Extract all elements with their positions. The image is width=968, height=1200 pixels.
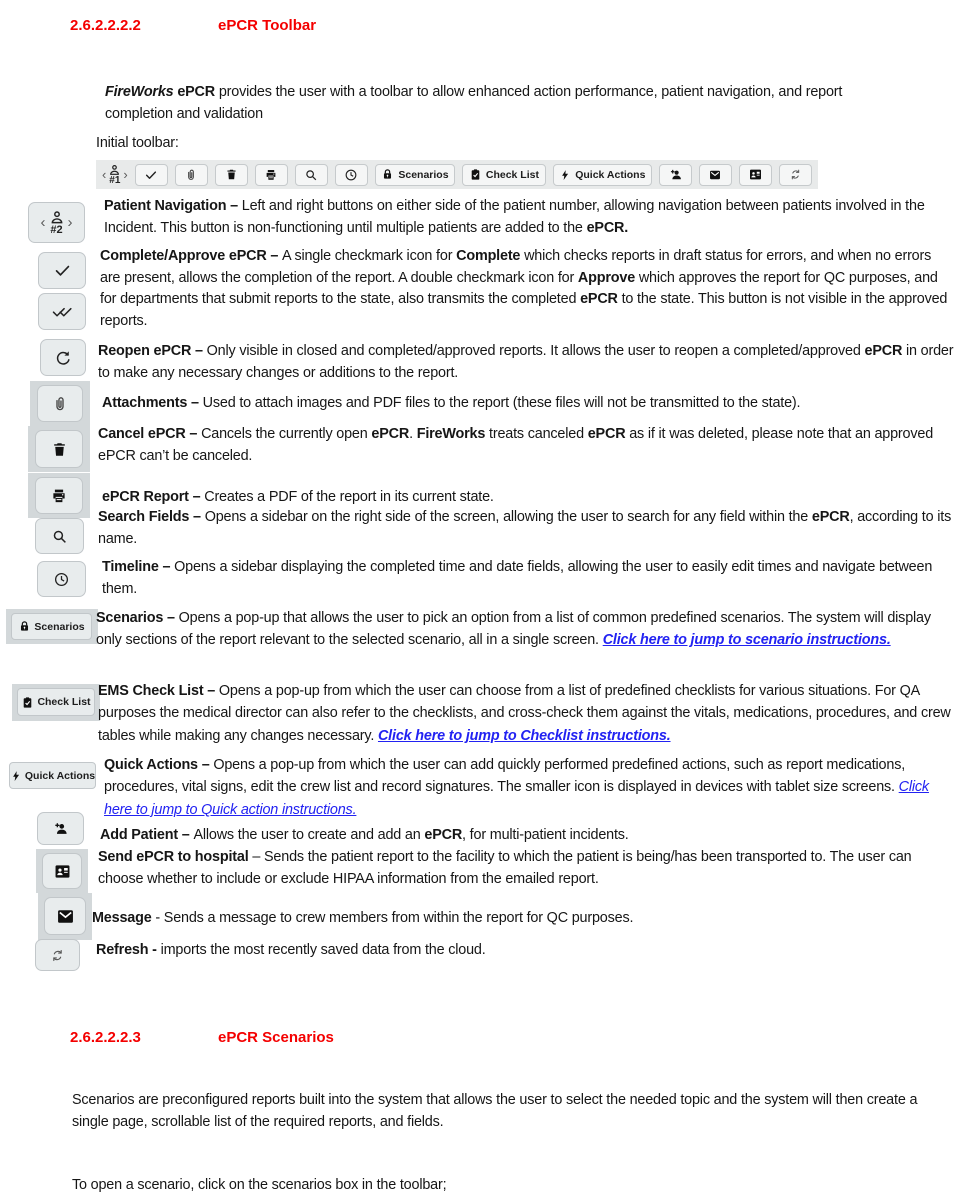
patient-number: #1: [109, 174, 121, 186]
envelope-icon: [708, 168, 722, 182]
jump-link[interactable]: Click here to jump to Checklist instructions.: [377, 727, 671, 744]
printer-icon: [50, 487, 68, 505]
refresh-button: [779, 164, 812, 186]
scenarios-illustration: [11, 613, 92, 640]
complete-button: [135, 164, 168, 186]
lightning-icon: [10, 770, 22, 782]
search-icon: [51, 528, 68, 545]
refresh-text: Refresh - imports the most recently saved data from the cloud.: [96, 942, 486, 958]
quick-actions-button-label: Quick Actions: [575, 168, 646, 181]
trash-icon: [225, 168, 238, 181]
scenarios-illustration-label: Scenarios: [34, 620, 85, 633]
section-number: 2.6.2.2.2.3: [70, 1029, 141, 1046]
toolbar-screenshot: [96, 160, 818, 189]
lock-icon: [18, 620, 31, 633]
contact-card-icon: [748, 167, 763, 182]
send-hospital-text: Send ePCR to hospital – Sends the patient report to the facility to which the patient is being/has been transported to. The user can choose whether to include or exclude HIPAA information from the emailed report.: [98, 849, 912, 887]
message-text: Message - Sends a message to crew members from within the report for QC purposes.: [92, 910, 634, 926]
chevron-right-icon: ›: [123, 167, 128, 182]
scenarios-text: Scenarios – Opens a pop-up that allows the user to pick an option from a list of common predefined scenarios. The system will display only sections of the report relevant to the selected scenario, all in a single screen. Click here to jump to scenario instructions.: [96, 610, 931, 649]
cancel-illustration: [35, 430, 83, 468]
scenarios-button: [375, 164, 456, 186]
check-list-illustration-label: Check List: [37, 696, 91, 708]
quick-actions-button: [553, 164, 652, 186]
add-patient-icon: [52, 820, 69, 837]
scenarios-button-label: Scenarios: [398, 168, 449, 181]
complete-illustration: [38, 252, 86, 289]
toolbar-patient-navigation: [102, 164, 128, 186]
report-text: ePCR Report – Creates a PDF of the report in its current state.: [102, 489, 494, 505]
refresh-icon: [789, 168, 802, 181]
reopen-icon: [54, 349, 72, 367]
section-title: ePCR Toolbar: [218, 17, 317, 34]
attachments-text: Attachments – Used to attach images and PDF files to the report (these files will not be transmitted to the state).: [102, 395, 801, 411]
paperclip-icon: [51, 395, 69, 413]
section-heading-toolbar: [70, 17, 316, 34]
clock-icon: [344, 168, 358, 182]
message-button: [699, 164, 732, 186]
contact-card-icon: [53, 862, 72, 881]
chevron-right-icon: ›: [67, 214, 73, 231]
chevron-left-icon: ‹: [102, 167, 107, 182]
jump-link[interactable]: Click here to jump to Quick action instructions.: [104, 779, 929, 818]
clipboard-check-icon: [469, 168, 482, 181]
complete-approve-text: Complete/Approve ePCR – A single checkmark icon for Complete which checks reports in draft status for errors, and when no errors are present, allows the completion of the report. A double checkmark icon for Approve which approves the report for QC purposes, and for departments that submit reports to the state, also transmits the completed ePCR to the state. This button is not visible in the approved reports.: [100, 248, 948, 329]
printer-icon: [264, 168, 278, 182]
attachments-button: [175, 164, 208, 186]
add-patient-icon: [668, 167, 683, 182]
message-illustration: [44, 897, 86, 935]
double-check-icon: [51, 303, 73, 320]
quick-actions-illustration: [9, 762, 96, 789]
timeline-button: [335, 164, 368, 186]
timeline-text: Timeline – Opens a sidebar displaying the completed time and date fields, allowing the user to easily edit times and navigate between them.: [102, 559, 933, 597]
search-fields-text: Search Fields – Opens a sidebar on the right side of the screen, allowing the user to search for any field within the ePCR, according to its name.: [98, 509, 952, 547]
report-illustration: [35, 477, 83, 514]
patient-number: #2: [50, 223, 63, 236]
jump-link[interactable]: Click here to jump to scenario instructions.: [602, 632, 891, 649]
check-list-button-label: Check List: [485, 168, 539, 181]
attachments-illustration: [37, 385, 83, 422]
section-title: ePCR Scenarios: [218, 1029, 334, 1046]
lock-icon: [381, 168, 394, 181]
patient-navigation-illustration: [28, 202, 85, 243]
quick-actions-illustration-label: Quick Actions: [24, 769, 96, 782]
check-icon: [144, 168, 158, 182]
send-to-hospital-button: [739, 164, 772, 186]
patient-navigation-text: Patient Navigation – Left and right buttons on either side of the patient number, allowing navigation between patients involved in the Incident. This button is non-functioning until multiple patients are added to the ePCR.: [104, 198, 925, 236]
check-list-illustration: [17, 688, 95, 716]
envelope-icon: [55, 906, 76, 927]
initial-toolbar-label: Initial toolbar:: [96, 135, 179, 151]
clipboard-check-icon: [21, 696, 34, 709]
timeline-illustration: [37, 561, 86, 597]
refresh-illustration: [35, 939, 80, 971]
add-patient-text: Add Patient – Allows the user to create and add an ePCR, for multi-patient incidents.: [100, 827, 629, 843]
add-patient-illustration: [37, 812, 84, 845]
cancel-button: [215, 164, 248, 186]
reopen-illustration: [40, 339, 86, 376]
search-icon: [304, 168, 318, 182]
add-patient-button: [659, 164, 692, 186]
reopen-text: Reopen ePCR – Only visible in closed and completed/approved reports. It allows the user to reopen a completed/approved ePCR in order to make any necessary changes or additions to the report.: [98, 343, 954, 381]
clock-icon: [53, 571, 70, 588]
refresh-icon: [50, 948, 65, 963]
approve-illustration: [38, 293, 86, 330]
section-number: 2.6.2.2.2.2: [70, 17, 141, 34]
check-icon: [53, 261, 72, 280]
chevron-left-icon: ‹: [40, 214, 46, 231]
trash-icon: [51, 441, 68, 458]
paperclip-icon: [184, 168, 198, 182]
search-illustration: [35, 518, 84, 554]
scenarios-intro-paragraph: Scenarios are preconfigured reports built into the system that allows the user to select the needed topic and the system will then create a single page, scrollable list of the required reports, and fields.: [72, 1092, 918, 1130]
check-list-text: EMS Check List – Opens a pop-up from which the user can choose from a list of predefined checklists for various situations. For QA purposes the medical director can also refer to the checklists, and cross-check them against the vitals, medications, procedures, and crew tables while making any changes necessary. Click here to jump to Checklist instructions.: [98, 683, 951, 744]
lightning-icon: [559, 169, 571, 181]
open-scenario-line: To open a scenario, click on the scenarios box in the toolbar;: [72, 1177, 447, 1193]
quick-actions-text: Quick Actions – Opens a pop-up from which the user can add quickly performed predefined actions, such as report medications, procedures, vital signs, edit the crew list and record signatures. The smaller icon is displayed in devices with tablet size screens. Click here to jump to Quick action instructions.: [104, 757, 929, 818]
intro-paragraph: FireWorks ePCR provides the user with a toolbar to allow enhanced action performance, patient navigation, and report completion and validation: [105, 84, 843, 122]
print-button: [255, 164, 288, 186]
section-heading-scenarios: [70, 1029, 334, 1046]
search-button: [295, 164, 328, 186]
send-hospital-illustration: [42, 853, 82, 889]
cancel-text: Cancel ePCR – Cancels the currently open ePCR. FireWorks treats canceled ePCR as if it was deleted, please note that an approved ePCR can’t be canceled.: [98, 426, 934, 464]
check-list-button: [462, 164, 545, 186]
